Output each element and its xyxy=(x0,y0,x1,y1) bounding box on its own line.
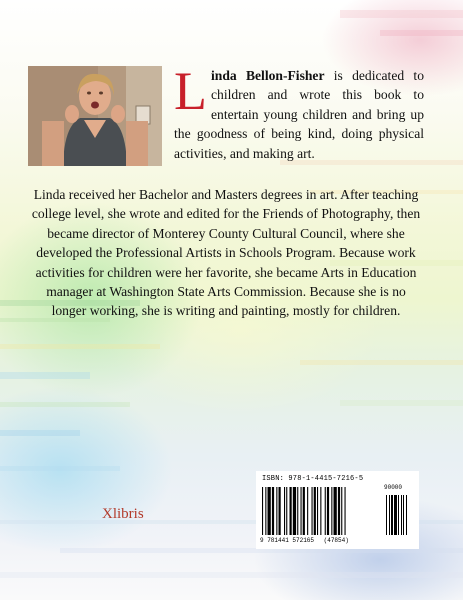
barcode-digits xyxy=(260,537,349,544)
publisher-logo: Xlibris xyxy=(102,506,144,522)
price-code: 90000 xyxy=(384,484,403,491)
intro-text: is dedicated to children and wrote this book to entertain young children and bring up the goodness of being kind, doing physical activities, and making art. xyxy=(174,68,424,161)
barcode-suffix: (47854) xyxy=(323,537,349,544)
drop-cap: L xyxy=(174,61,207,121)
author-bio xyxy=(28,61,424,334)
bio-paragraph: Linda received her Bachelor and Masters degrees in art. After teaching college level, she wrote and edited for the Friends of Photography, then became director of Monterey County Cultural Council, where she developed the Professional Artists in Schools Program. Because work activities for children were her favorite, she became Arts in Education manager at Washington State Arts Commission. Because she is no longer working, she is writing and painting, mostly for children. xyxy=(31,187,421,319)
barcode-bars xyxy=(262,487,412,537)
barcode-number: 9 781441 572165 xyxy=(260,537,315,544)
isbn-label: ISBN: 978-1-4415-7216-5 xyxy=(262,475,364,483)
author-name: inda Bellon-Fisher xyxy=(211,68,325,83)
isbn-barcode xyxy=(256,471,419,549)
